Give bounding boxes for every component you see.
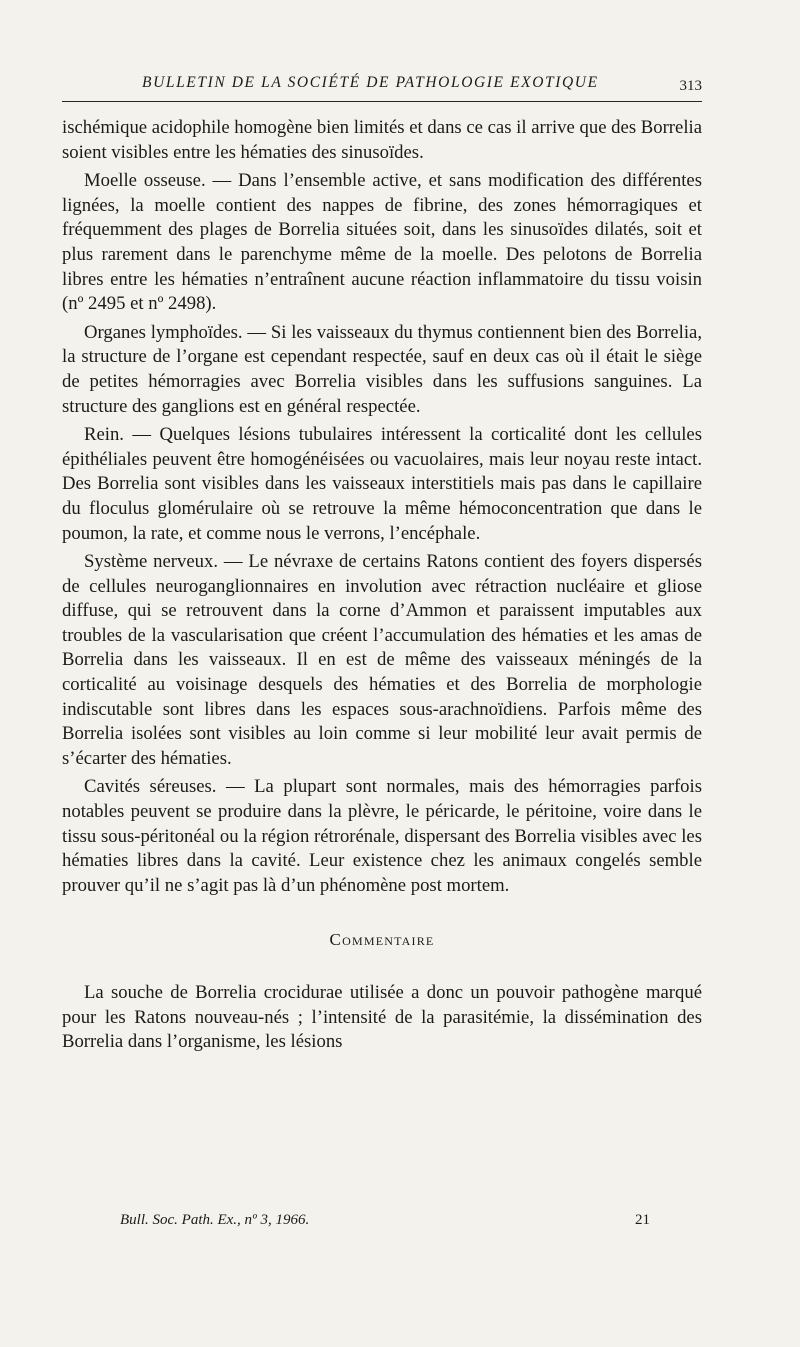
section-title: Commentaire — [329, 930, 435, 950]
page-footer — [62, 1212, 702, 1234]
paragraph-cavites-sereuses: Cavités séreuses. — La plupart sont normales, mais des hémorragies parfois notables peuvent se produire dans la plèvre, le péricarde, le péritoine, voire dans le tissu sous-péritonéal ou la région rétrorénale, dispersant des Borrelia visibles avec les hématies libres dans la cavité. Leur existence chez les animaux congelés semble prouver qu’il ne s’agit pas là d’un phénomène post mortem. — [62, 776, 702, 896]
paragraph-rein: Rein. — Quelques lésions tubulaires intéressent la corticalité dont les cellules épithéliales peuvent être homogénéisées ou vacuolaires, mais leur noyau reste intact. Des Borrelia sont visibles dans les vaisseaux interstitiels mais pas dans le capillaire du floculus glomérulaire où se retrouve la même hémoconcentration que dans le poumon, la rate, et comme nous le verrons, l’encéphale. — [62, 424, 702, 544]
paragraph-systeme-nerveux: Système nerveux. — Le névraxe de certains Ratons contient des foyers dispersés de cellules neuroganglionnaires en involution avec rétraction nucléaire et gliose diffuse, qui se retrouvent dans la corne d’Ammon et paraissent imputables aux troubles de la vascularisation que créent l’accumulation des hématies et les amas de Borrelia dans les vaisseaux. Il en est de même des vaisseaux méningés de la corticalité au voisinage desquels des hématies et des Borrelia de morphologie indiscutable sont libres dans les espaces sous-arachnoïdiens. Parfois même des Borrelia isolées sont visibles au loin comme si leur mobilité leur avait permis de s’écarter des hématies. — [62, 551, 702, 769]
running-title: BULLETIN DE LA SOCIÉTÉ DE PATHOLOGIE EXOTIQUE — [142, 74, 599, 91]
header-rule — [62, 101, 702, 102]
paragraph-commentaire: La souche de Borrelia crocidurae utilisée a donc un pouvoir pathogène marqué pour les Ratons nouveau-nés ; l’intensité de la parasitémie, la dissémination des Borrelia dans l’organisme, les lésions — [62, 982, 702, 1053]
signature-number: 21 — [635, 1212, 650, 1228]
paragraph-moelle-osseuse: Moelle osseuse. — Dans l’ensemble active, et sans modification des différentes lignées, la moelle contient des nappes de fibrine, des zones hémorragiques et fréquemment des plages de Borrelia situées soit, dans les sinusoïdes dilatés, soit et plus rarement dans le parenchyme même de la moelle. Des pelotons de Borrelia libres entre les hématies n’entraînent aucune réaction inflammatoire du tissu voisin (nº 2495 et nº 2498). — [62, 170, 702, 315]
journal-citation: Bull. Soc. Path. Ex., nº 3, 1966. — [120, 1212, 310, 1228]
paragraph-continuation: ischémique acidophile homogène bien limités et dans ce cas il arrive que des Borrelia soient visibles entre les hématies des sinusoïdes. — [62, 117, 702, 163]
paragraph-organes-lymphoides: Organes lymphoïdes. — Si les vaisseaux du thymus contiennent bien des Borrelia, la structure de l’organe est cependant respectée, sauf en deux cas où il était le siège de petites hémorragies avec Borrelia visibles dans les suffusions sanguines. La structure des ganglions est en général respectée. — [62, 321, 702, 417]
body-text — [62, 116, 702, 1059]
page-number: 313 — [679, 78, 702, 94]
page-header — [62, 74, 702, 102]
